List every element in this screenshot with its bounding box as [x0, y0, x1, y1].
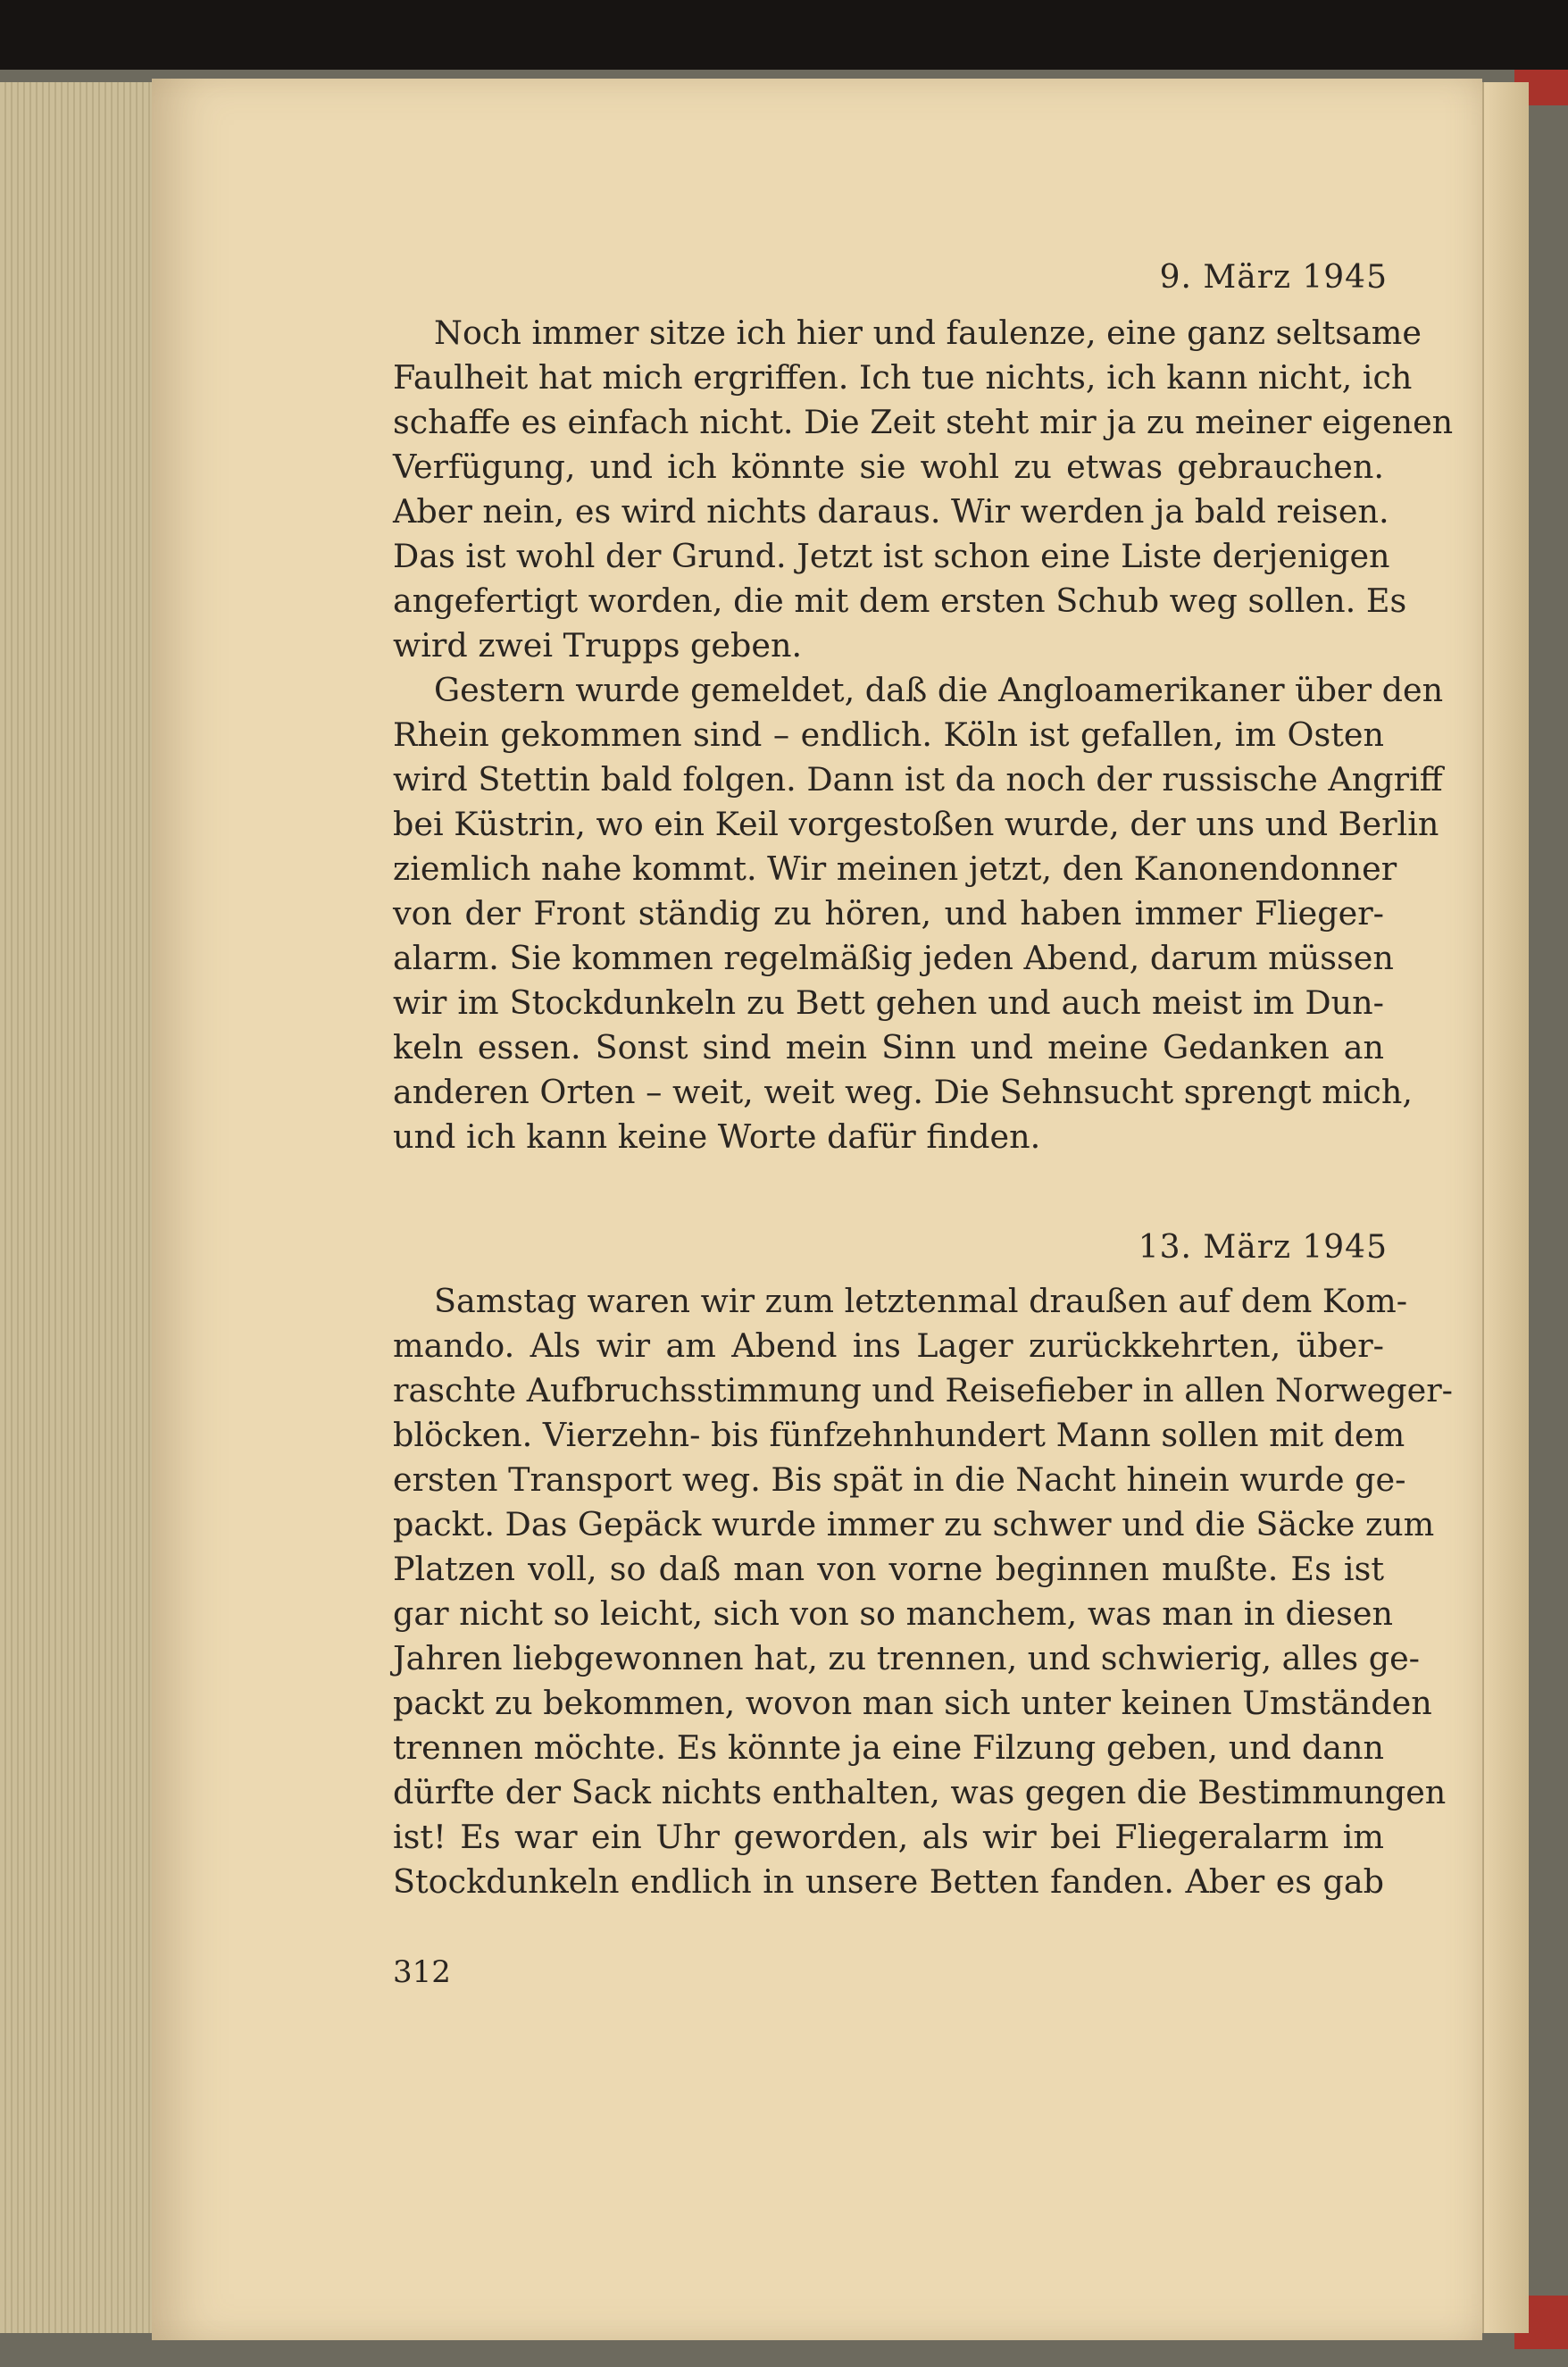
- text-line: angefertigt worden, die mit dem ersten Schub weg sollen. Es: [393, 581, 1407, 620]
- text-line: anderen Orten – weit, weit weg. Die Sehnsucht sprengt mich,: [393, 1073, 1413, 1111]
- text-line: keln essen. Sonst sind mein Sinn und meine Gedanken an: [393, 1028, 1384, 1066]
- entry-body: [393, 1279, 1453, 1904]
- page-edge-right: [1482, 82, 1529, 2333]
- text-line: raschte Aufbruchsstimmung und Reisefieber in allen Norweger-: [393, 1371, 1453, 1409]
- text-line: Stockdunkeln endlich in unsere Betten fanden. Aber es gab: [393, 1862, 1384, 1901]
- text-line: trennen möchte. Es könnte ja eine Filzung geben, und dann: [393, 1728, 1384, 1767]
- page-number: 312: [393, 1954, 451, 1990]
- text-line: wird zwei Trupps geben.: [393, 626, 803, 665]
- text-line: Aber nein, es wird nichts daraus. Wir werden ja bald reisen.: [393, 492, 1389, 531]
- text-line: Verfügung, und ich könnte sie wohl zu etwas gebrauchen.: [393, 447, 1384, 486]
- paragraph: [393, 1279, 1453, 1904]
- text-line: von der Front ständig zu hören, und haben immer Flieger-: [393, 894, 1384, 933]
- text-line: packt. Das Gepäck wurde immer zu schwer und die Säcke zum: [393, 1505, 1435, 1543]
- text-line: mando. Als wir am Abend ins Lager zurückkehrten, über-: [393, 1326, 1384, 1365]
- text-line: dürfte der Sack nichts enthalten, was gegen die Bestimmungen: [393, 1773, 1447, 1811]
- text-line: ist! Es war ein Uhr geworden, als wir bei Fliegeralarm im: [393, 1818, 1384, 1856]
- text-line: Rhein gekommen sind – endlich. Köln ist gefallen, im Osten: [393, 715, 1384, 754]
- paragraph: [393, 668, 1444, 1159]
- text-line: Das ist wohl der Grund. Jetzt ist schon eine Liste derjenigen: [393, 537, 1390, 575]
- text-line: schaffe es einfach nicht. Die Zeit steht mir ja zu meiner eigenen: [393, 403, 1454, 441]
- text-line: Samstag waren wir zum letztenmal draußen auf dem Kom-: [434, 1282, 1408, 1320]
- text-line: Platzen voll, so daß man von vorne beginnen mußte. Es ist: [393, 1550, 1384, 1588]
- text-line: Faulheit hat mich ergriffen. Ich tue nichts, ich kann nicht, ich: [393, 358, 1413, 397]
- text-line: ersten Transport weg. Bis spät in die Nacht hinein wurde ge-: [393, 1460, 1406, 1499]
- text-line: blöcken. Vierzehn- bis fünfzehnhundert Mann sollen mit dem: [393, 1416, 1405, 1454]
- paragraph: [393, 311, 1454, 668]
- entry-date: 13. März 1945: [1138, 1229, 1388, 1266]
- text-line: Jahren liebgewonnen hat, zu trennen, und schwierig, alles ge-: [393, 1639, 1421, 1677]
- text-line: gar nicht so leicht, sich von so manchem, was man in diesen: [393, 1594, 1393, 1633]
- text-line: bei Küstrin, wo ein Keil vorgestoßen wurde, der uns und Berlin: [393, 805, 1439, 843]
- entry-date: 9. März 1945: [1159, 259, 1388, 296]
- text-line: wird Stettin bald folgen. Dann ist da noch der russische Angriff: [393, 760, 1443, 799]
- text-line: wir im Stockdunkeln zu Bett gehen und auch meist im Dun-: [393, 983, 1384, 1022]
- text-line: alarm. Sie kommen regelmäßig jeden Abend, darum müssen: [393, 939, 1394, 977]
- entry-body: [393, 311, 1454, 1159]
- text-line: und ich kann keine Worte dafür finden.: [393, 1117, 1041, 1156]
- text-line: ziemlich nahe kommt. Wir meinen jetzt, den Kanonendonner: [393, 849, 1397, 888]
- text-line: Gestern wurde gemeldet, daß die Angloamerikaner über den: [434, 671, 1444, 709]
- page-stack-left: [0, 82, 161, 2333]
- text-line: packt zu bekommen, wovon man sich unter keinen Umständen: [393, 1684, 1432, 1722]
- text-line: Noch immer sitze ich hier und faulenze, eine ganz seltsame: [434, 314, 1422, 352]
